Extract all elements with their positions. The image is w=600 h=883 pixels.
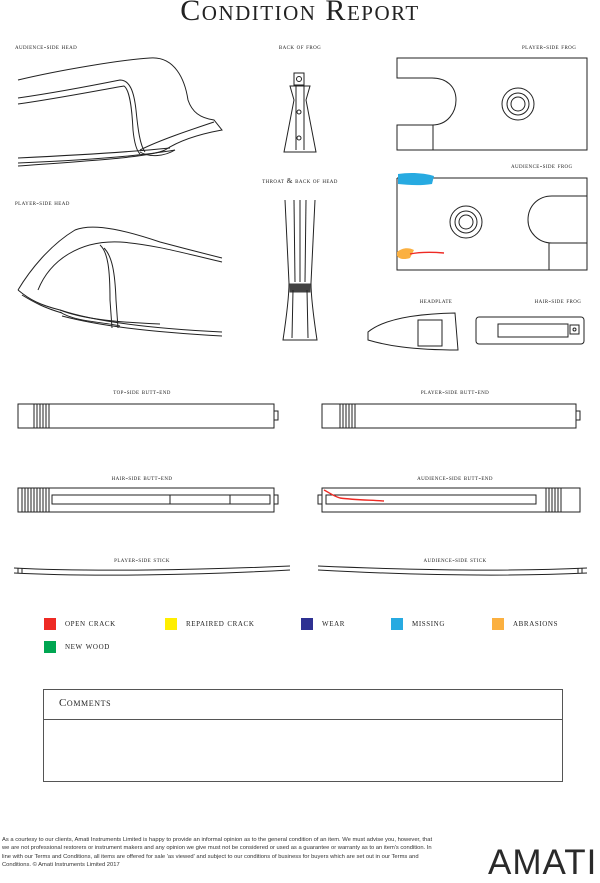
back-of-frog-drawing — [284, 73, 316, 152]
legend-swatch — [301, 618, 313, 630]
player-side-butt-end-drawing — [322, 404, 580, 428]
top-side-butt-end-drawing — [18, 404, 278, 428]
legend-item-open-crack: open crack — [44, 618, 116, 630]
player-side-head-drawing — [18, 227, 222, 336]
label-player-side-stick: player-side stick — [114, 555, 170, 564]
comments-input[interactable] — [44, 720, 566, 785]
throat-back-of-head-drawing — [283, 200, 317, 340]
disclaimer-text: As a courtesy to our clients, Amati Instruments Limited is happy to provide an informal opinion as to the general condition of an item. We must advise you, however, that we are not professional restorers or instrument makers and any opinion we give must not be considered or used as a guarantee or warranty as to an item's condition. In line with our Terms and Conditions, all items are offered for sale 'as viewed' and subject to our conditions of business for buyers which are set out in our Terms and Conditions. © Amati Instruments Limited 2017 — [2, 837, 433, 868]
label-audience-side-frog: audience-side frog — [511, 161, 573, 170]
amati-logo: AMATI — [488, 843, 598, 882]
audience-side-frog-drawing — [397, 178, 587, 270]
label-back-of-frog: back of frog — [278, 42, 322, 51]
crack-mark-frog — [410, 252, 444, 254]
comments-heading: Comments — [44, 690, 562, 720]
label-player-side-head: player-side head — [15, 198, 70, 207]
missing-mark — [398, 173, 434, 185]
label-audience-side-butt-end: audience-side butt-end — [417, 473, 493, 482]
legend-item-new-wood: new wood — [44, 641, 110, 653]
legend-item-missing: missing — [391, 618, 445, 630]
audience-side-stick-drawing — [318, 566, 587, 575]
comments-box — [43, 689, 563, 782]
page-title: Condition Report — [180, 0, 420, 27]
legend-swatch — [165, 618, 177, 630]
label-hair-side-butt-end: hair-side butt-end — [111, 473, 173, 482]
label-audience-side-head: audience-side head — [15, 42, 78, 51]
legend-item-repaired-crack: repaired crack — [165, 618, 254, 630]
label-player-side-butt-end: player-side butt-end — [420, 387, 490, 396]
player-side-stick-drawing — [14, 566, 290, 575]
legend-item-wear: wear — [301, 618, 345, 630]
audience-side-head-drawing — [18, 58, 222, 166]
player-side-frog-drawing — [397, 58, 587, 150]
label-player-side-frog: player-side frog — [522, 42, 577, 51]
label-headplate: headplate — [419, 296, 453, 305]
hair-side-frog-drawing — [476, 317, 584, 344]
label-top-side-butt-end: top-side butt-end — [113, 387, 171, 396]
label-audience-side-stick: audience-side stick — [423, 555, 487, 564]
legend-swatch — [391, 618, 403, 630]
condition-markings — [397, 173, 434, 259]
crack-markings — [324, 252, 444, 501]
headplate-drawing — [368, 313, 458, 350]
legend-swatch — [44, 641, 56, 653]
label-hair-side-frog: hair-side frog — [534, 296, 582, 305]
label-throat-back-of-head: throat & back of head — [262, 176, 338, 185]
hair-side-butt-end-drawing — [18, 488, 278, 512]
legend-swatch — [492, 618, 504, 630]
legend-swatch — [44, 618, 56, 630]
legend-item-abrasions: abrasions — [492, 618, 558, 630]
